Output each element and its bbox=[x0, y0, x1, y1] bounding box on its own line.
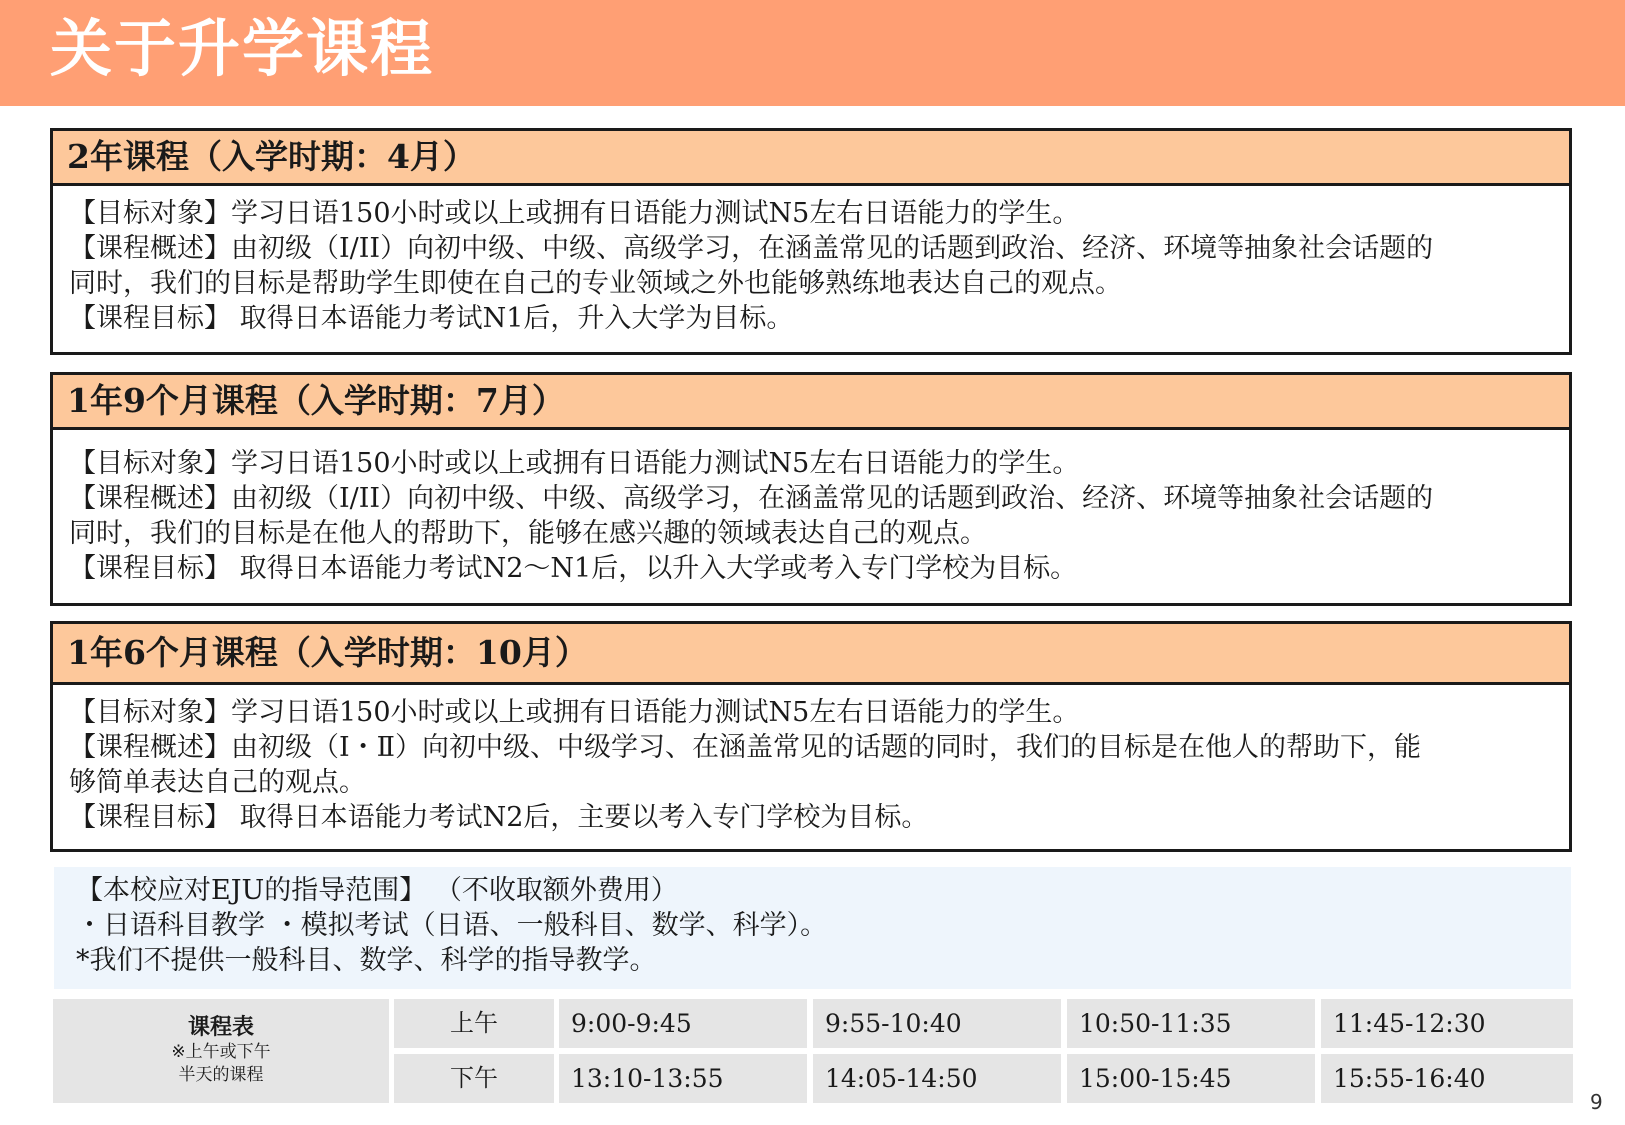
time-slot: 15:55-16:40 bbox=[1321, 1054, 1573, 1103]
page-title: 关于升学课程 bbox=[50, 12, 435, 85]
eju-subjects: ・日语科目教学 ・模拟考试（日语、一般科目、数学、科学）。 bbox=[76, 910, 828, 941]
course-description bbox=[53, 685, 1569, 835]
time-slot: 15:00-15:45 bbox=[1067, 1054, 1315, 1103]
course-overview-cont: 够简单表达自己的观点。 bbox=[69, 767, 366, 798]
course-overview: 【课程概述】由初级（I/II）向初中级、中级、高级学习，在涵盖常见的话题到政治、经济、环境等抽象社会话题的 bbox=[69, 233, 1434, 264]
header-bar bbox=[0, 0, 1625, 106]
eju-note: *我们不提供一般科目、数学、科学的指导教学。 bbox=[76, 945, 657, 976]
schedule-title: 课程表 bbox=[187, 1015, 254, 1040]
eju-heading: 【本校应对EJU的指导范围】 （不收取额外费用） bbox=[76, 875, 678, 906]
eju-guidance-box bbox=[54, 867, 1571, 989]
course-title: 2年课程（入学时期：4月） bbox=[53, 131, 1569, 186]
course-1-year-6-months bbox=[50, 621, 1572, 852]
course-goal: 【课程目标】 取得日本语能力考试N2～N1后，以升入大学或考入专门学校为目标。 bbox=[69, 553, 1078, 584]
page-number: 9 bbox=[1590, 1090, 1603, 1114]
time-slot: 10:50-11:35 bbox=[1067, 999, 1315, 1048]
course-target: 【目标对象】学习日语150小时或以上或拥有日语能力测试N5左右日语能力的学生。 bbox=[69, 697, 1080, 728]
time-slot: 9:55-10:40 bbox=[813, 999, 1061, 1048]
course-goal: 【课程目标】 取得日本语能力考试N2后，主要以考入专门学校为目标。 bbox=[69, 802, 929, 833]
course-target: 【目标对象】学习日语150小时或以上或拥有日语能力测试N5左右日语能力的学生。 bbox=[69, 198, 1080, 229]
course-1-year-9-months bbox=[50, 372, 1572, 606]
course-2-year bbox=[50, 128, 1572, 355]
course-goal: 【课程目标】 取得日本语能力考试N1后，升入大学为目标。 bbox=[69, 303, 794, 334]
period-morning: 上午 bbox=[394, 999, 554, 1048]
schedule-table bbox=[53, 999, 1573, 1103]
time-slot: 9:00-9:45 bbox=[559, 999, 807, 1048]
time-slot: 13:10-13:55 bbox=[559, 1054, 807, 1103]
course-description bbox=[53, 186, 1569, 336]
schedule-note: ※上午或下午 bbox=[171, 1042, 271, 1062]
course-overview-cont: 同时，我们的目标是在他人的帮助下，能够在感兴趣的领域表达自己的观点。 bbox=[69, 518, 987, 549]
course-target: 【目标对象】学习日语150小时或以上或拥有日语能力测试N5左右日语能力的学生。 bbox=[69, 448, 1080, 479]
time-slot: 11:45-12:30 bbox=[1321, 999, 1573, 1048]
course-title: 1年9个月课程（入学时期：7月） bbox=[53, 375, 1569, 430]
schedule-note: 半天的课程 bbox=[178, 1065, 264, 1085]
course-overview: 【课程概述】由初级（Ⅰ・Ⅱ）向初中级、中级学习、在涵盖常见的话题的同时，我们的目标是在他人的帮助下，能 bbox=[69, 732, 1422, 763]
course-description bbox=[53, 430, 1569, 586]
period-afternoon: 下午 bbox=[394, 1054, 554, 1103]
course-overview: 【课程概述】由初级（I/II）向初中级、中级、高级学习，在涵盖常见的话题到政治、经济、环境等抽象社会话题的 bbox=[69, 483, 1434, 514]
course-title: 1年6个月课程（入学时期：10月） bbox=[53, 624, 1569, 685]
schedule-label-cell bbox=[53, 999, 389, 1103]
course-overview-cont: 同时，我们的目标是帮助学生即使在自己的专业领域之外也能够熟练地表达自己的观点。 bbox=[69, 268, 1122, 299]
time-slot: 14:05-14:50 bbox=[813, 1054, 1061, 1103]
